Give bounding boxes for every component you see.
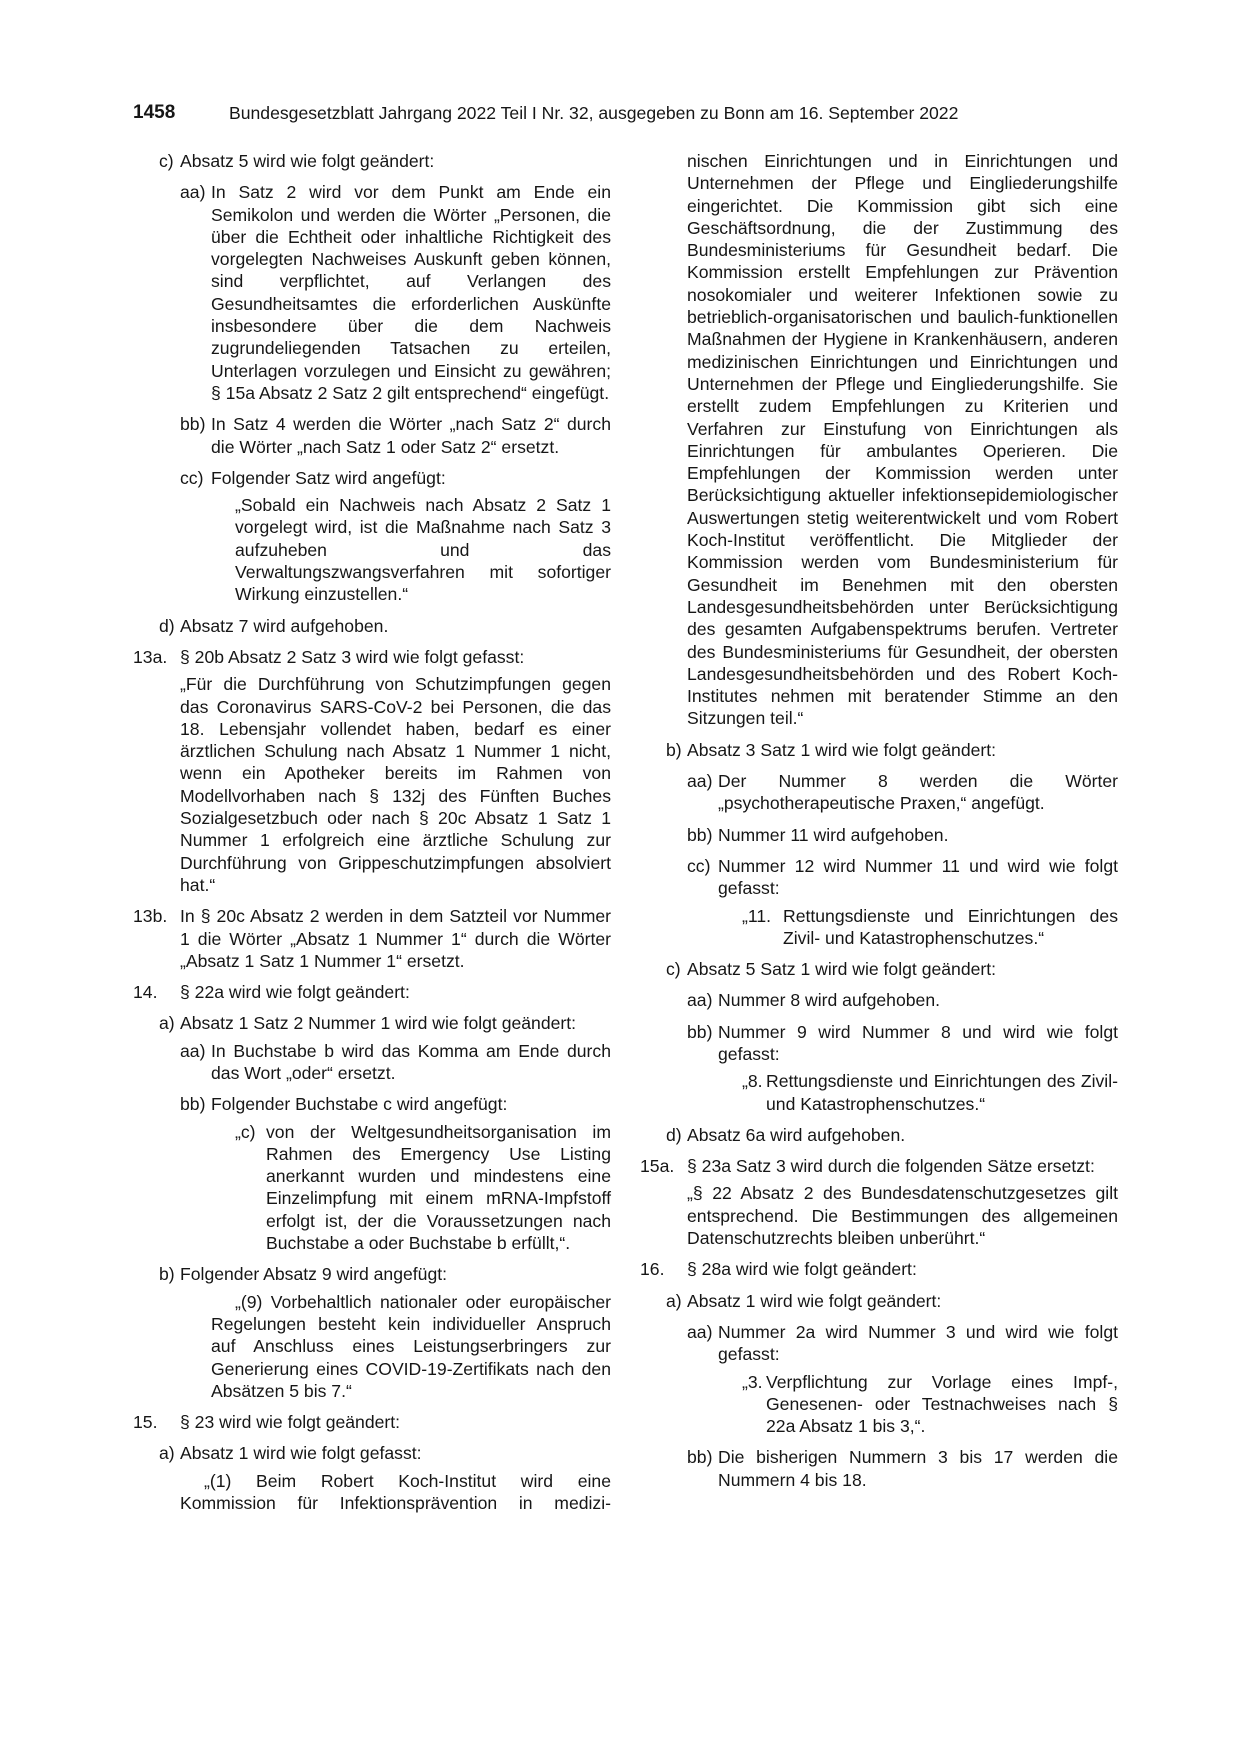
item-text: In Satz 4 werden die Wörter „nach Satz 2“ durch die Wörter „nach Satz 1 oder Satz 2“ ersetzt. xyxy=(211,414,611,457)
item-text: Absatz 1 Satz 2 Nummer 1 wird wie folgt geändert: xyxy=(180,1013,577,1034)
item-text: Nummer 8 wird aufgehoben. xyxy=(718,990,940,1011)
item-label: d) xyxy=(159,615,175,636)
item-label: aa) xyxy=(687,1321,713,1342)
item-13b xyxy=(133,905,611,972)
quote-text: „(1) Beim Robert Koch-Institut wird eine Kommission für Infektionsprävention in medizi- xyxy=(180,1470,611,1514)
item-16 xyxy=(640,1258,1118,1280)
quote-label: „11. xyxy=(742,905,772,926)
item-16-a-aa xyxy=(640,1321,1118,1366)
quote-block xyxy=(133,673,611,896)
item-label: 16. xyxy=(640,1259,665,1280)
quote-label: „3. xyxy=(742,1371,763,1392)
item-b-bb xyxy=(640,824,1118,846)
item-label: a) xyxy=(666,1290,682,1311)
item-label: c) xyxy=(159,151,174,171)
item-text: Nummer 11 wird aufgehoben. xyxy=(718,824,949,845)
right-column xyxy=(640,150,1118,1500)
item-label: bb) xyxy=(180,1094,206,1115)
item-text: Absatz 7 wird aufgehoben. xyxy=(180,615,389,636)
item-b-cc xyxy=(640,855,1118,900)
item-14-a-bb xyxy=(133,1093,611,1115)
quote-text: Verpflichtung zur Vorlage eines Impf-, Genesenen- oder Testnachweises nach § 22a Absatz 1 bis 3,“. xyxy=(766,1371,1118,1437)
quote-block xyxy=(640,905,1118,950)
quote-block xyxy=(133,1121,611,1255)
item-label: b) xyxy=(666,739,682,760)
quote-text: Rettungsdienste und Einrichtungen des Zivil- und Katastrophenschutzes.“ xyxy=(766,1071,1118,1114)
left-column xyxy=(133,150,611,1523)
item-label: 14. xyxy=(133,982,158,1003)
item-b-aa xyxy=(640,770,1118,815)
quote-text: nischen Einrichtungen und in Einrichtungen und Unternehmen der Pflege und Eingliederungshilfe eingerichtet. Die Kommission gibt sich eine Geschäftsordnung, die der Zustimmung des Bundesministeriums für Gesundheit bedarf. Die Kommission erstellt Empfehlungen zur Prävention nosokomialer und weiterer Infektionen sowie zu betrieblich-organisatorischen und baulich-funktionellen Maßnahmen der Hygiene in Krankenhäusern, anderen medizinischen Einrichtungen und Einrichtungen und Unternehmen der Pflege und Eingliederungshilfe. Sie erstellt zudem Empfehlungen zu Kriterien und Verfahren zur Einstufung von Einrichtungen als Einrichtungen für ambulantes Operieren. Die Empfehlungen der Kommission werden unter Berücksichtigung aktueller infektionsepidemiologischer Auswertungen stetig weiterentwickelt und vom Robert Koch-Institut veröffentlicht. Die Mitglieder der Kommission werden vom Bundesministerium für Gesundheit im Benehmen mit den obersten Landesgesundheitsbehörden unter Berücksichtigung des gesamten Aufgabenspektrums berufen. Vertreter des Bundesministeriums für Gesundheit, der obersten Landesgesundheitsbehörden und des Robert Koch-Institutes nehmen mit beratender Stimme an den Sitzungen teil.“ xyxy=(687,151,1118,729)
item-text: Absatz 1 wird wie folgt gefasst: xyxy=(180,1443,422,1464)
item-label: a) xyxy=(159,1443,175,1464)
item-b xyxy=(640,739,1118,761)
item-text: Folgender Satz wird angefügt: xyxy=(211,467,446,488)
quote-block xyxy=(640,1371,1118,1438)
item-text: In § 20c Absatz 2 werden in dem Satzteil vor Nummer 1 die Wörter „Absatz 1 Nummer 1“ durch die Wörter „Absatz 1 Satz 1 Nummer 1“ ersetzt. xyxy=(180,906,611,971)
gazette-title: Bundesgesetzblatt Jahrgang 2022 Teil I Nr. 32, ausgegeben zu Bonn am 16. September 2022 xyxy=(229,103,959,123)
item-14-a-aa xyxy=(133,1040,611,1085)
quote-block xyxy=(640,1182,1118,1249)
item-text: Die bisherigen Nummern 3 bis 17 werden die Nummern 4 bis 18. xyxy=(718,1447,1118,1490)
item-c xyxy=(133,150,611,172)
item-text: Der Nummer 8 werden die Wörter „psychotherapeutische Praxen,“ angefügt. xyxy=(718,771,1118,814)
item-label: 13a. xyxy=(133,646,168,667)
item-label: b) xyxy=(159,1264,175,1285)
item-label: c) xyxy=(666,959,681,980)
quote-block xyxy=(133,494,611,605)
item-text: § 22a wird wie folgt geändert: xyxy=(180,982,410,1003)
item-label: aa) xyxy=(687,771,713,792)
item-text: Nummer 9 wird Nummer 8 und wird wie folgt gefasst: xyxy=(718,1021,1118,1064)
item-text: Absatz 1 wird wie folgt geändert: xyxy=(687,1290,942,1311)
item-label: a) xyxy=(159,1013,175,1034)
item-label: 15a. xyxy=(640,1156,675,1177)
item-15a xyxy=(640,1155,1118,1177)
item-text: § 20b Absatz 2 Satz 3 wird wie folgt gefasst: xyxy=(180,646,525,667)
page-number: 1458 xyxy=(133,102,176,123)
item-14-b xyxy=(133,1263,611,1285)
quote-text: von der Weltgesundheitsorganisation im Rahmen des Emergency Use Listing anerkannt wurden und mindestens eine Einzelimpfung mit einem mRNA-Impfstoff erfolgt ist, der die Voraussetzungen nach Buchstabe a oder Buchstabe b erfüllt,“. xyxy=(266,1121,611,1254)
item-d xyxy=(133,615,611,637)
quote-continuation xyxy=(640,150,1118,730)
quote-label: „c) xyxy=(235,1121,256,1142)
item-label: aa) xyxy=(687,990,713,1011)
item-text: In Buchstabe b wird das Komma am Ende durch das Wort „oder“ ersetzt. xyxy=(211,1040,611,1083)
item-c-aa xyxy=(640,989,1118,1011)
item-text: Nummer 12 wird Nummer 11 und wird wie folgt gefasst: xyxy=(718,855,1118,899)
item-15-a xyxy=(133,1442,611,1464)
item-c xyxy=(640,958,1118,980)
item-14-a xyxy=(133,1012,611,1034)
item-text: Absatz 3 Satz 1 wird wie folgt geändert: xyxy=(687,739,997,760)
item-text: Absatz 5 Satz 1 wird wie folgt geändert: xyxy=(687,959,997,980)
quote-text: „Sobald ein Nachweis nach Absatz 2 Satz 1 vorgelegt wird, ist die Maßnahme nach Satz 3 aufzuheben und das Verwaltungszwangsverfahren mit sofortiger Wirkung einzustellen.“ xyxy=(235,495,611,605)
item-15 xyxy=(133,1411,611,1433)
quote-text: „(9) Vorbehaltlich nationaler oder europäischer Regelungen besteht kein individueller Anspruch auf Anschluss eines Leistungserbringers zur Generierung eines COVID-19-Zertifikats nach den Absätzen 5 bis 7.“ xyxy=(211,1291,611,1401)
item-label: aa) xyxy=(180,1040,206,1061)
item-16-a-bb xyxy=(640,1446,1118,1491)
item-13a xyxy=(133,646,611,668)
item-text: § 23a Satz 3 wird durch die folgenden Sätze ersetzt: xyxy=(687,1156,1095,1177)
item-c-aa xyxy=(133,181,611,404)
item-text: § 23 wird wie folgt geändert: xyxy=(180,1412,401,1433)
item-label: bb) xyxy=(687,1447,713,1468)
item-label: cc) xyxy=(687,855,711,876)
item-label: 13b. xyxy=(133,906,168,927)
quote-block xyxy=(133,1291,611,1402)
page-header xyxy=(133,101,1113,124)
item-16-a xyxy=(640,1290,1118,1312)
quote-block xyxy=(640,1070,1118,1115)
item-label: bb) xyxy=(180,414,206,435)
item-label: d) xyxy=(666,1124,682,1145)
item-text: Absatz 6a wird aufgehoben. xyxy=(687,1124,906,1145)
item-label: aa) xyxy=(180,182,206,203)
quote-block xyxy=(133,1470,611,1515)
quote-text: „§ 22 Absatz 2 des Bundesdatenschutzgesetzes gilt entsprechend. Die Bestimmungen des allgemeinen Datenschutzrechts bleiben unberührt.“ xyxy=(687,1183,1118,1249)
item-text: Nummer 2a wird Nummer 3 und wird wie folgt gefasst: xyxy=(718,1321,1118,1365)
item-text: In Satz 2 wird vor dem Punkt am Ende ein Semikolon und werden die Wörter „Personen, die über die Echtheit oder inhaltliche Richtigkeit des vorgelegten Nachweises Auskunft geben können, sind verpflichtet, auf Verlangen des Gesundheitsamtes die erforderlichen Auskünfte insbesondere über die dem Nachweis zugrundeliegenden Tatsachen zu erteilen, Unterlagen vorzulegen und Einsicht zu gewähren; § 15a Absatz 2 Satz 2 gilt entsprechend“ eingefügt. xyxy=(211,182,611,403)
item-label: bb) xyxy=(687,824,713,845)
item-c-bb xyxy=(133,413,611,458)
quote-text: „Für die Durchführung von Schutzimpfungen gegen das Coronavirus SARS-CoV-2 bei Personen, die das 18. Lebensjahr vollendet haben, bedarf es einer ärztlichen Schulung nach Absatz 1 Nummer 1 nicht, wenn ein Apotheker bereits im Rahmen von Modellvorhaben nach § 132j des Fünften Buches Sozialgesetzbuch oder nach § 20c Absatz 1 Satz 1 Nummer 1 erfolgreich eine ärztliche Schulung zur Durchführung von Grippeschutzimpfungen absolviert hat.“ xyxy=(180,674,611,895)
item-c-cc xyxy=(133,467,611,489)
item-d xyxy=(640,1124,1118,1146)
item-text: Folgender Absatz 9 wird angefügt: xyxy=(180,1264,448,1285)
quote-label: „8. xyxy=(742,1071,763,1092)
item-label: cc) xyxy=(180,467,204,488)
item-14 xyxy=(133,981,611,1003)
item-text: Folgender Buchstabe c wird angefügt: xyxy=(211,1094,508,1115)
quote-text: Rettungsdienste und Einrichtungen des Zivil- und Katastrophenschutzes.“ xyxy=(783,905,1118,948)
item-label: 15. xyxy=(133,1412,158,1433)
item-text: § 28a wird wie folgt geändert: xyxy=(687,1259,917,1280)
item-label: bb) xyxy=(687,1021,713,1042)
item-c-bb xyxy=(640,1021,1118,1066)
item-text: Absatz 5 wird wie folgt geändert: xyxy=(180,151,435,171)
